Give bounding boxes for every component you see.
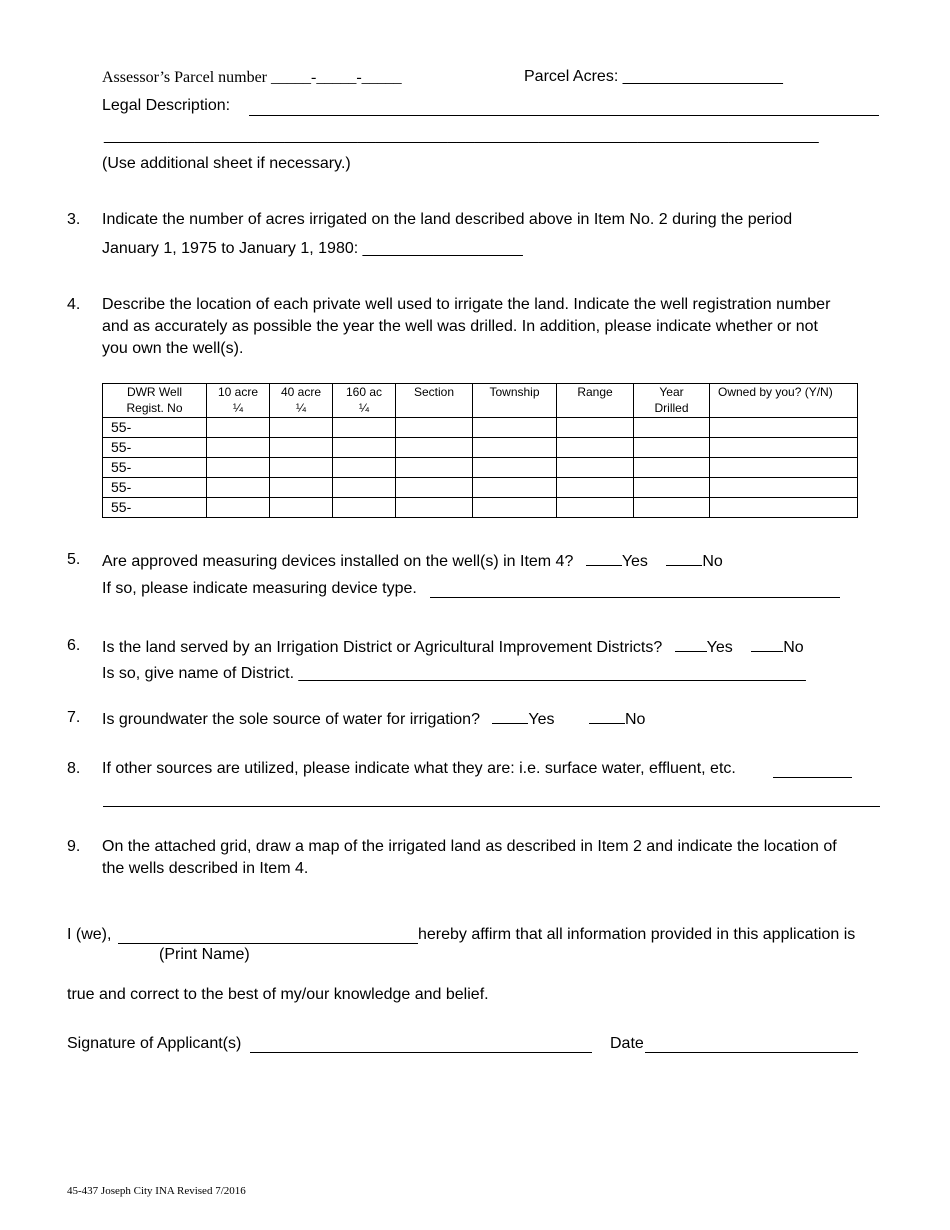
item7-row xyxy=(102,709,645,729)
item3-number: 3. xyxy=(67,211,81,228)
item6-no-blank[interactable] xyxy=(751,637,783,652)
col-header-10-acre: 10 acre ¼ xyxy=(207,384,270,418)
table-cell[interactable] xyxy=(473,498,557,518)
table-cell[interactable] xyxy=(710,438,858,458)
well-table xyxy=(102,383,858,518)
item6-number: 6. xyxy=(67,637,81,654)
print-name-field[interactable] xyxy=(118,943,418,944)
other-sources-field[interactable] xyxy=(773,777,852,778)
table-cell[interactable] xyxy=(473,438,557,458)
legal-description-label: Legal Description: xyxy=(102,97,231,114)
item9-number: 9. xyxy=(67,838,81,855)
parcel-acres-field[interactable]: __________________ xyxy=(622,68,783,85)
table-cell[interactable] xyxy=(710,458,858,478)
table-cell[interactable] xyxy=(333,478,396,498)
well-regist-cell[interactable]: 55- xyxy=(103,458,207,478)
table-cell[interactable] xyxy=(557,478,634,498)
table-cell[interactable] xyxy=(396,418,473,438)
item5-yes-blank[interactable] xyxy=(586,551,622,566)
item5-number: 5. xyxy=(67,551,81,568)
table-cell[interactable] xyxy=(270,438,333,458)
print-name-label: (Print Name) xyxy=(159,946,250,963)
form-id-footer: 45-437 Joseph City INA Revised 7/2016 xyxy=(67,1185,246,1197)
table-cell[interactable] xyxy=(473,418,557,438)
item8-number: 8. xyxy=(67,760,81,777)
table-cell[interactable] xyxy=(333,418,396,438)
table-cell[interactable] xyxy=(634,458,710,478)
parcel-acres-label: Parcel Acres: xyxy=(524,68,619,85)
table-cell[interactable] xyxy=(473,478,557,498)
signature-label: Signature of Applicant(s) xyxy=(67,1035,242,1052)
table-cell[interactable] xyxy=(270,458,333,478)
table-cell[interactable] xyxy=(710,498,858,518)
table-cell[interactable] xyxy=(710,478,858,498)
col-header-owned: Owned by you? (Y/N) xyxy=(710,384,858,418)
item6-yes-blank[interactable] xyxy=(675,637,707,652)
date-field[interactable] xyxy=(645,1052,858,1053)
item4-line1: Describe the location of each private well used to irrigate the land. Indicate the well registration number xyxy=(102,296,831,313)
well-regist-cell[interactable]: 55- xyxy=(103,498,207,518)
table-cell[interactable] xyxy=(207,498,270,518)
table-cell[interactable] xyxy=(396,498,473,518)
item6-no-label: No xyxy=(783,639,804,656)
measuring-device-field[interactable] xyxy=(430,597,840,598)
item5-no-label: No xyxy=(702,553,723,570)
item7-no-label: No xyxy=(624,711,646,728)
item6-followup-row xyxy=(102,665,806,683)
well-regist-cell[interactable]: 55- xyxy=(103,418,207,438)
affirm-line2: true and correct to the best of my/our knowledge and belief. xyxy=(67,986,489,1003)
well-table-header-row xyxy=(103,384,858,418)
table-cell[interactable] xyxy=(710,418,858,438)
table-cell[interactable] xyxy=(557,498,634,518)
well-regist-cell[interactable]: 55- xyxy=(103,438,207,458)
table-cell[interactable] xyxy=(207,438,270,458)
table-cell[interactable] xyxy=(333,498,396,518)
item9-line2: the wells described in Item 4. xyxy=(102,860,309,877)
table-cell[interactable] xyxy=(634,438,710,458)
item6-yes-label: Yes xyxy=(706,639,733,656)
item7-no-blank[interactable] xyxy=(589,709,625,724)
col-header-dwr-well: DWR Well Regist. No xyxy=(103,384,207,418)
affirm-prefix: I (we), xyxy=(67,926,112,943)
legal-description-field-line2[interactable]: _______________________________________________________________________________ xyxy=(104,127,819,144)
district-name-field[interactable]: _________________________________________________________ xyxy=(298,665,806,682)
item3-line1: Indicate the number of acres irrigated on the land described above in Item No. 2 during the period xyxy=(102,211,793,228)
parcel-number-field[interactable]: _____-_____-_____ xyxy=(271,69,402,86)
legal-description-field[interactable] xyxy=(249,115,879,116)
item6-question: Is the land served by an Irrigation District or Agricultural Improvement Districts? xyxy=(102,639,663,656)
other-sources-field-line2[interactable] xyxy=(103,806,880,807)
table-cell[interactable] xyxy=(396,458,473,478)
table-cell[interactable] xyxy=(396,438,473,458)
table-row xyxy=(103,418,858,438)
item3-line2: January 1, 1975 to January 1, 1980: xyxy=(102,240,359,257)
table-cell[interactable] xyxy=(634,498,710,518)
item5-row xyxy=(102,551,723,571)
col-header-40-acre: 40 acre ¼ xyxy=(270,384,333,418)
item4-number: 4. xyxy=(67,296,81,313)
signature-field[interactable] xyxy=(250,1052,592,1053)
table-cell[interactable] xyxy=(557,438,634,458)
parcel-number-row xyxy=(102,69,402,87)
item6-row xyxy=(102,637,804,657)
item5-question: Are approved measuring devices installed on the well(s) in Item 4? xyxy=(102,553,574,570)
table-cell[interactable] xyxy=(207,418,270,438)
table-cell[interactable] xyxy=(473,458,557,478)
table-cell[interactable] xyxy=(270,498,333,518)
table-cell[interactable] xyxy=(270,418,333,438)
item3-line2-row xyxy=(102,240,523,258)
affirm-suffix: hereby affirm that all information provided in this application is xyxy=(418,926,856,943)
table-row xyxy=(103,478,858,498)
col-header-160-ac: 160 ac ¼ xyxy=(333,384,396,418)
col-header-range: Range xyxy=(557,384,634,418)
item7-yes-label: Yes xyxy=(528,711,555,728)
item5-yes-label: Yes xyxy=(621,553,648,570)
item7-question: Is groundwater the sole source of water for irrigation? xyxy=(102,711,480,728)
table-row xyxy=(103,498,858,518)
item4-line3: you own the well(s). xyxy=(102,340,244,357)
table-row xyxy=(103,458,858,478)
item9-line1: On the attached grid, draw a map of the irrigated land as described in Item 2 and indicate the location of xyxy=(102,838,837,855)
item5-no-blank[interactable] xyxy=(666,551,702,566)
table-cell[interactable] xyxy=(207,478,270,498)
table-cell[interactable] xyxy=(557,458,634,478)
col-header-township: Township xyxy=(473,384,557,418)
table-row xyxy=(103,438,858,458)
parcel-acres-row xyxy=(524,68,783,86)
col-header-section: Section xyxy=(396,384,473,418)
item7-number: 7. xyxy=(67,709,81,726)
table-cell[interactable] xyxy=(634,478,710,498)
table-cell[interactable] xyxy=(333,438,396,458)
item4-line2: and as accurately as possible the year the well was drilled. In addition, please indicate whether or not xyxy=(102,318,818,335)
item8-question: If other sources are utilized, please indicate what they are: i.e. surface water, effluent, etc. xyxy=(102,760,736,777)
table-cell[interactable] xyxy=(270,478,333,498)
additional-sheet-note: (Use additional sheet if necessary.) xyxy=(102,155,351,172)
table-cell[interactable] xyxy=(396,478,473,498)
table-cell[interactable] xyxy=(333,458,396,478)
col-header-year-drilled: Year Drilled xyxy=(634,384,710,418)
date-label: Date xyxy=(610,1035,644,1052)
table-cell[interactable] xyxy=(634,418,710,438)
item7-yes-blank[interactable] xyxy=(492,709,528,724)
item6-followup: Is so, give name of District. xyxy=(102,665,295,682)
acres-irrigated-field[interactable]: __________________ xyxy=(362,240,523,257)
table-cell[interactable] xyxy=(557,418,634,438)
table-cell[interactable] xyxy=(207,458,270,478)
item5-followup: If so, please indicate measuring device type. xyxy=(102,580,417,597)
parcel-number-label: Assessor’s Parcel number xyxy=(102,69,268,86)
well-regist-cell[interactable]: 55- xyxy=(103,478,207,498)
